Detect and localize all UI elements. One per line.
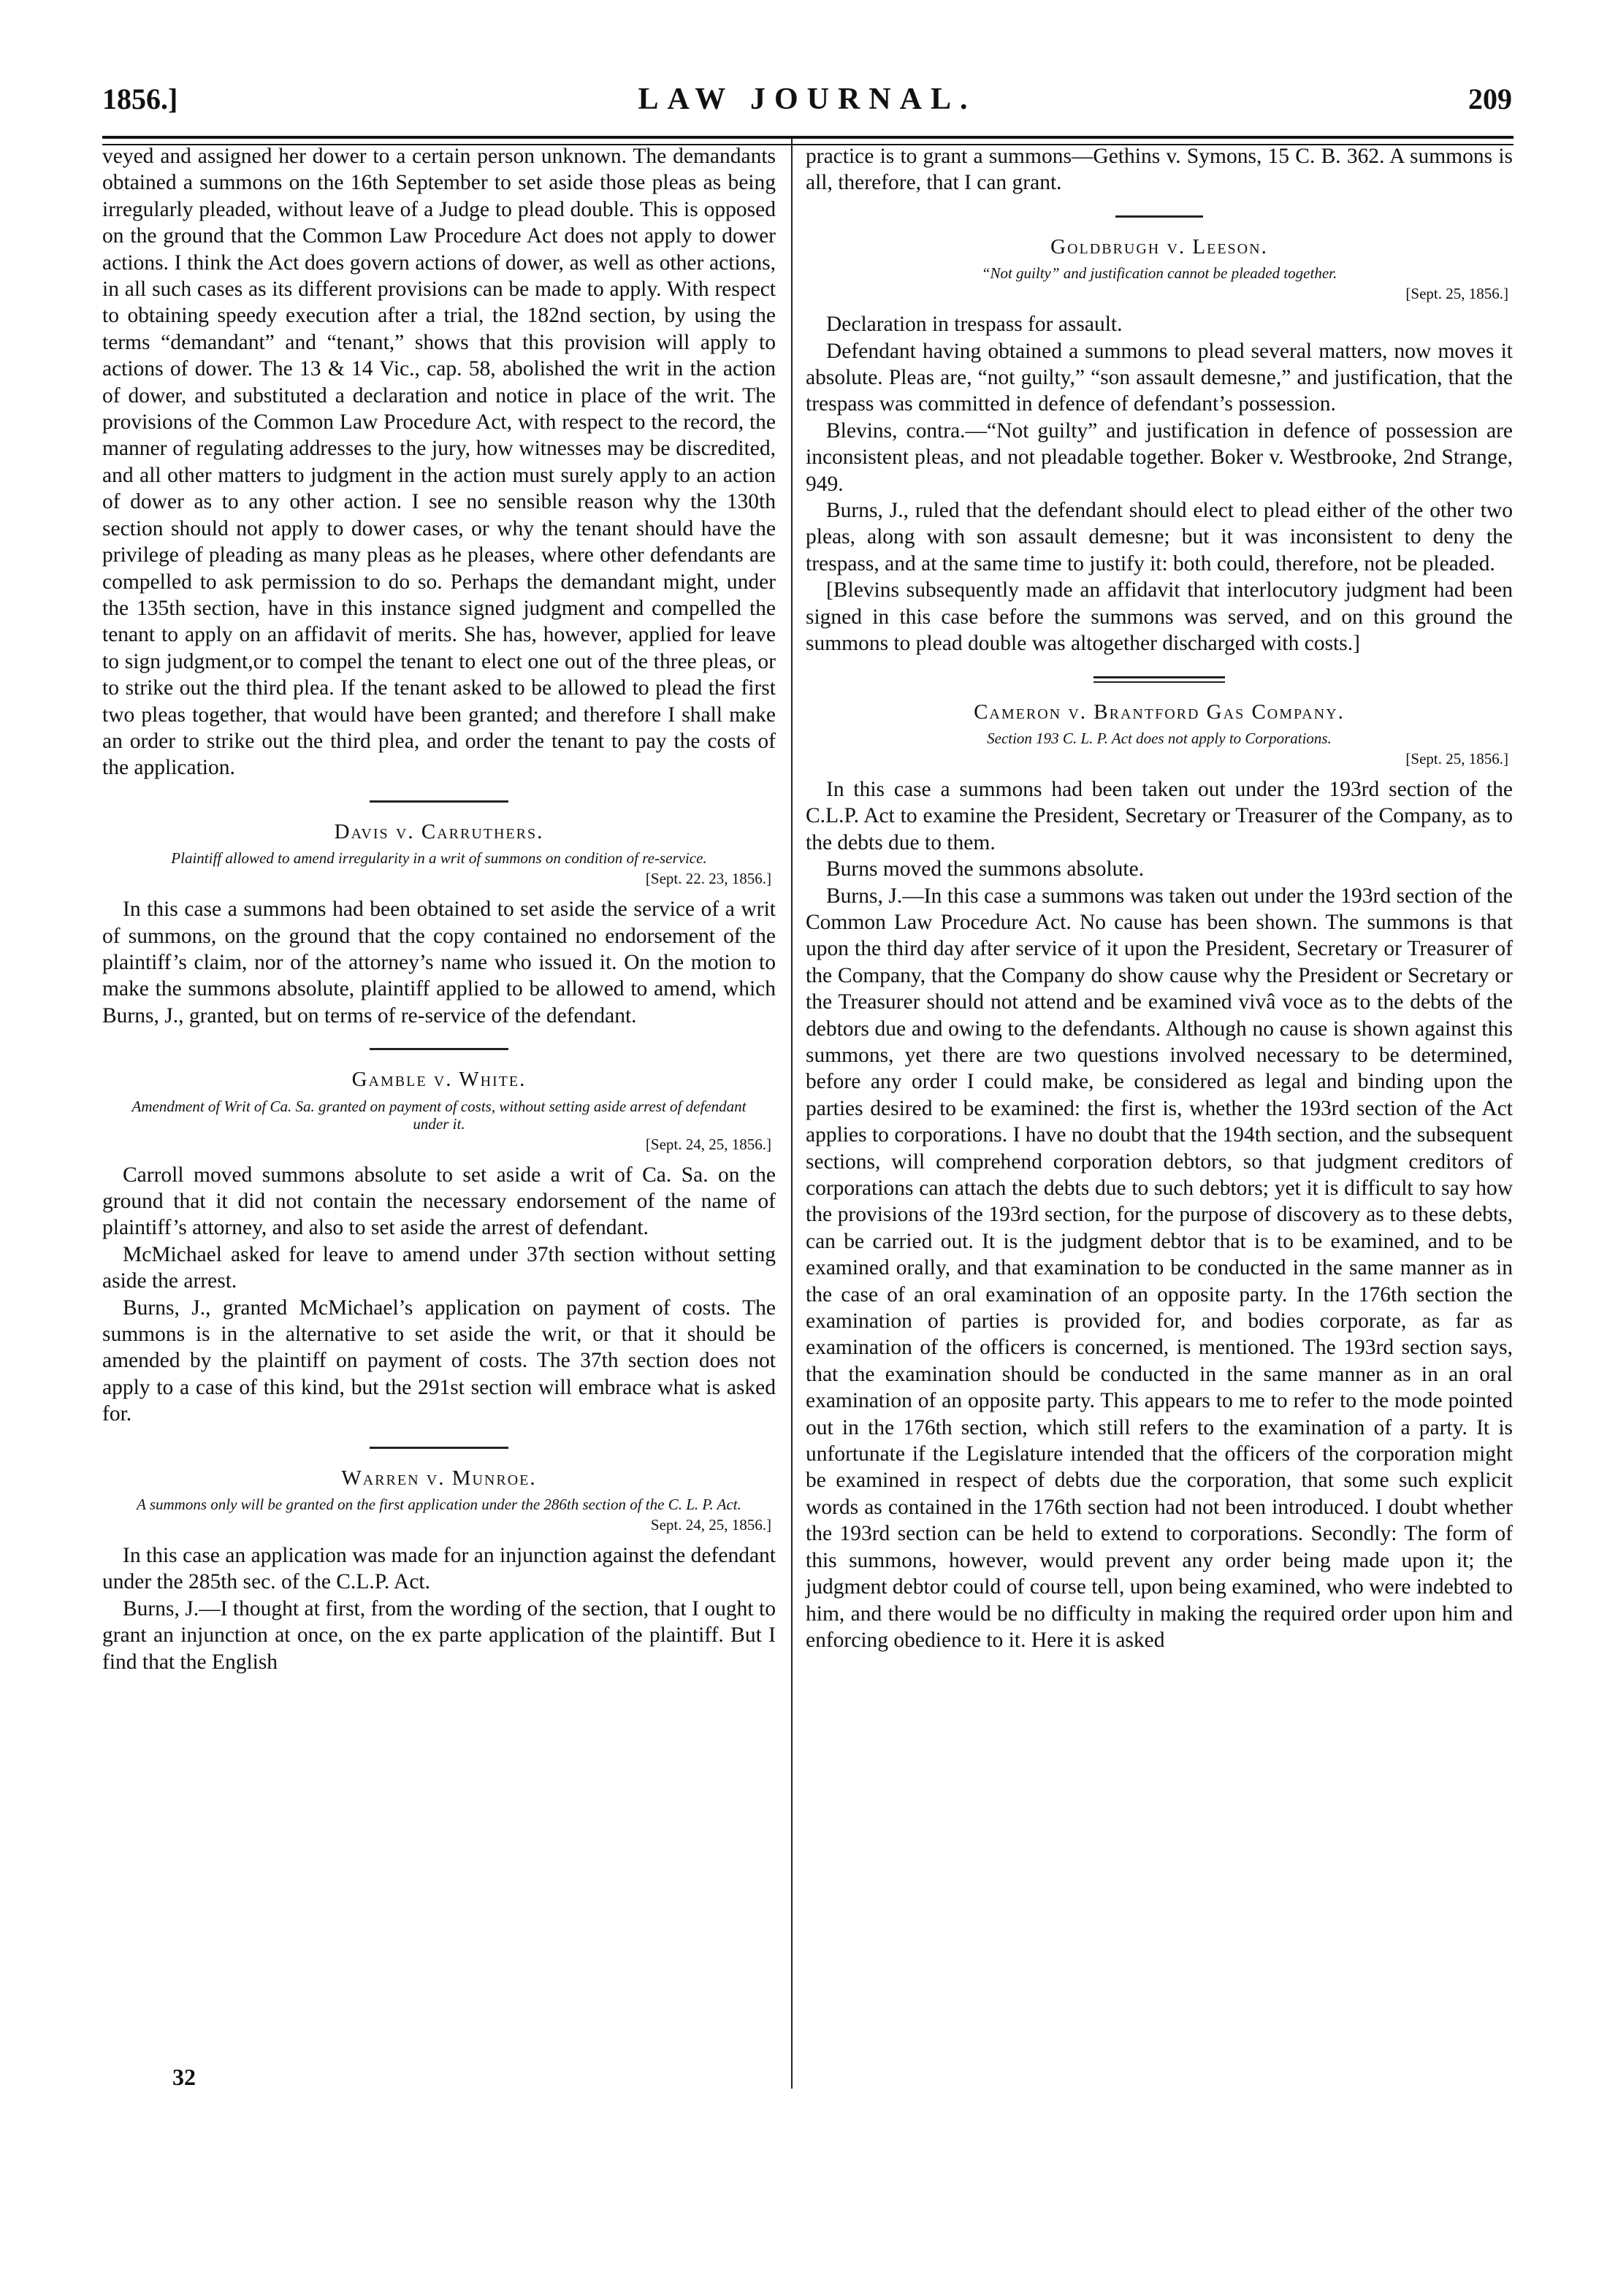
case-separator bbox=[370, 1048, 508, 1050]
case-paragraph: Defendant having obtained a summons to plead several matters, now moves it absolute. Pleas are, “not guilty,” “son assault demesne,” and justification, that the trespass was committed in defence of defendant’s possession. bbox=[806, 339, 1513, 416]
case-dates: [Sept. 25, 1856.] bbox=[1405, 749, 1508, 768]
case-paragraph: [Blevins subsequently made an affidavit that interlocutory judgment had been signed in this case before the summons was served, and on this ground the summons to plead double was altogether discharged with costs.] bbox=[806, 578, 1513, 656]
case-paragraph: Burns, J., granted McMichael’s application on payment of costs. The summons is in the alternative to set aside the writ, or that it should be amended by the plaintiff on payment of costs. The 37th section does not apply to a case of this kind, but the 291st section will embrace what is asked for. bbox=[102, 1296, 776, 1426]
right-column bbox=[806, 143, 1513, 1653]
case-paragraph: In this case a summons had been taken out under the 193rd section of the C.L.P. Act to examine the President, Secretary or Treasurer of the Company, as to the debts due to them. bbox=[806, 777, 1513, 854]
case-paragraph: Declaration in trespass for assault. bbox=[826, 313, 1123, 337]
column-divider bbox=[791, 139, 793, 2089]
case-headnote: Amendment of Writ of Ca. Sa. granted on payment of costs, without setting aside arrest of defendant under it. bbox=[131, 1097, 747, 1133]
case-title-davis-v-carruthers: Davis v. Carruthers. bbox=[334, 819, 544, 843]
left-column bbox=[102, 143, 776, 1675]
case-dates: [Sept. 25, 1856.] bbox=[1405, 285, 1508, 303]
case-dates: Sept. 24, 25, 1856.] bbox=[650, 1516, 771, 1534]
case-title-warren-v-munroe: Warren v. Munroe. bbox=[341, 1466, 537, 1490]
case-headnote: “Not guilty” and justification cannot be pleaded together. bbox=[981, 264, 1337, 283]
case-headnote: A summons only will be granted on the first application under the 286th section of the C. L. P. Act. bbox=[137, 1496, 741, 1514]
case-separator bbox=[370, 800, 508, 803]
case-dates: [Sept. 22. 23, 1856.] bbox=[645, 870, 771, 888]
case-headnote: Plaintiff allowed to amend irregularity in a writ of summons on condition of re-service. bbox=[171, 849, 707, 868]
case-title-cameron-v-brantford-gas-company: Cameron v. Brantford Gas Company. bbox=[974, 700, 1345, 724]
case-title-goldbrugh-v-leeson: Goldbrugh v. Leeson. bbox=[1050, 234, 1268, 259]
page-number: 209 bbox=[1468, 83, 1512, 115]
case-dates: [Sept. 24, 25, 1856.] bbox=[645, 1135, 771, 1153]
header-year: 1856.] bbox=[102, 83, 178, 115]
case-paragraph: Burns, J.—I thought at first, from the wording of the section, that I ought to grant an injunction at once, on the ex parte application of the plaintiff. But I find that the English bbox=[102, 1596, 776, 1674]
case-paragraph: Burns, J.—In this case a summons was taken out under the 193rd section of the Common Law Procedure Act. No cause has been shown. The summons is that upon the third day after service of it upon the President, Secretary or Treasurer of the Company, that the Company do show cause why the President or Secretary or the Treasurer should not attend and be examined vivâ voce as to the debts of the debtors due and owing to the defendants. Although no cause is shown against this summons, yet there are two questions involved necessary to be determined, before any order I could make, be considered as legal and binding upon the parties desired to be examined: the first is, whether the 193rd section of the Act applies to corporations. I have no doubt that the 194th section, and the subsequent sections, will comprehend corporation debtors, so that judgment creditors of corporations can attach the debts due to such debtors; yet it is difficult to say how the provisions of the 193rd section, for the purpose of discovery as to these debts, can be carried out. It is the judgment debtor that is to be examined, and to be examined orally, and that examination to be conducted in the same manner as in the case of an oral examination of an opposite party. In the 176th section the examination of parties is provided for, and bodies corporate, as far as examination of the officers is concerned, is mentioned. The 193rd section says, that the examination should be conducted in the same manner as in an oral examination of an opposite party. This appears to me to refer to the mode pointed out in the 176th section, which still refers to the examination of a party. It is unfortunate if the Legislature intended that the officers of the corporation might be examined in respect of debts due the corporation, that some such explicit words as contained in the 176th section had not been introduced. I doubt whether the 193rd section can be held to extend to corporations. Secondly: The form of this summons, however, would prevent any order being made upon it; the judgment debtor could of course tell, upon being examined, who were indebted to him, and there would be no difficulty in making the required order upon him and enforcing obedience to it. Here it is asked bbox=[806, 884, 1513, 1652]
case-separator bbox=[1115, 215, 1203, 218]
continued-judgment-text: practice is to grant a summons—Gethins v. Symons, 15 C. B. 362. A summons is all, therefore, that I can grant. bbox=[806, 145, 1513, 195]
case-paragraph: In this case a summons had been obtained to set aside the service of a writ of summons, on the ground that the copy contained no endorsement of the plaintiff’s claim, nor of the attorney’s name who issued it. On the motion to make the summons absolute, plaintiff applied to be allowed to amend, which Burns, J., granted, but on terms of re-service of the defendant. bbox=[102, 898, 776, 1028]
continued-judgment-text: veyed and assigned her dower to a certain person unknown. The demandants obtained a summons on the 16th September to set aside those pleas as being irregularly pleaded, without leave of a Judge to plead double. This is opposed on the ground that the Common Law Procedure Act does not apply to dower actions. I think the Act does govern actions of dower, as well as other actions, in all such cases as its different provisions can be made to apply. With respect to obtaining speedy execution after a trial, the 182nd section, by using the terms “demandant” and “tenant,” shows that this provision will apply to actions of dower. The 13 & 14 Vic., cap. 58, abolished the writ in the action of dower, and substituted a declaration and notice in place of the writ. The provisions of the Common Law Procedure Act, with respect to the record, the manner of regulating addresses to the jury, how witnesses may be discredited, and all other matters to judgment in the action must surely apply to an action of dower as to any other action. I see no sensible reason why the 130th section should not apply to dower cases, or why the tenant should have the privilege of pleading as many pleas as he pleases, where other defendants are compelled to ask permission to do so. Perhaps the demandant might, under the 135th section, have in this instance signed judgment and compelled the tenant to apply on an affidavit of merits. She has, however, applied for leave to sign judgment,or to compel the tenant to elect one out of the three pleas, or to strike out the third plea. If the tenant asked to be allowed to plead the first two pleas together, that would have been granted; and therefore I shall make an order to strike out the third plea, and order the tenant to pay the costs of the application. bbox=[102, 145, 776, 780]
journal-title: LAW JOURNAL. bbox=[638, 83, 977, 116]
case-paragraph: Burns moved the summons absolute. bbox=[826, 857, 1145, 881]
running-header bbox=[102, 82, 1512, 126]
case-paragraph: McMichael asked for leave to amend under 37th section without setting aside the arrest. bbox=[102, 1242, 776, 1293]
signature-folio: 32 bbox=[172, 2064, 196, 2090]
case-separator bbox=[1093, 676, 1225, 683]
case-title-gamble-v-white: Gamble v. White. bbox=[351, 1068, 527, 1092]
case-paragraph: Burns, J., ruled that the defendant should elect to plead either of the other two pleas, along with son assault demesne; but it was inconsistent to deny the trespass, and at the same time to justify it: both could, therefore, not be pleaded. bbox=[806, 499, 1513, 575]
case-headnote: Section 193 C. L. P. Act does not apply to Corporations. bbox=[987, 729, 1332, 747]
case-paragraph: Blevins, contra.—“Not guilty” and justification in defence of possession are inconsistent pleas, and not pleadable together. Boker v. Westbrooke, 2nd Strange, 949. bbox=[806, 418, 1513, 496]
case-paragraph: In this case an application was made for an injunction against the defendant under the 285th sec. of the C.L.P. Act. bbox=[102, 1544, 776, 1594]
case-paragraph: Carroll moved summons absolute to set aside a writ of Ca. Sa. on the ground that it did not contain the necessary endorsement of the name of plaintiff’s attorney, and also to set aside the arrest of defendant. bbox=[102, 1163, 776, 1240]
case-separator bbox=[370, 1447, 508, 1449]
